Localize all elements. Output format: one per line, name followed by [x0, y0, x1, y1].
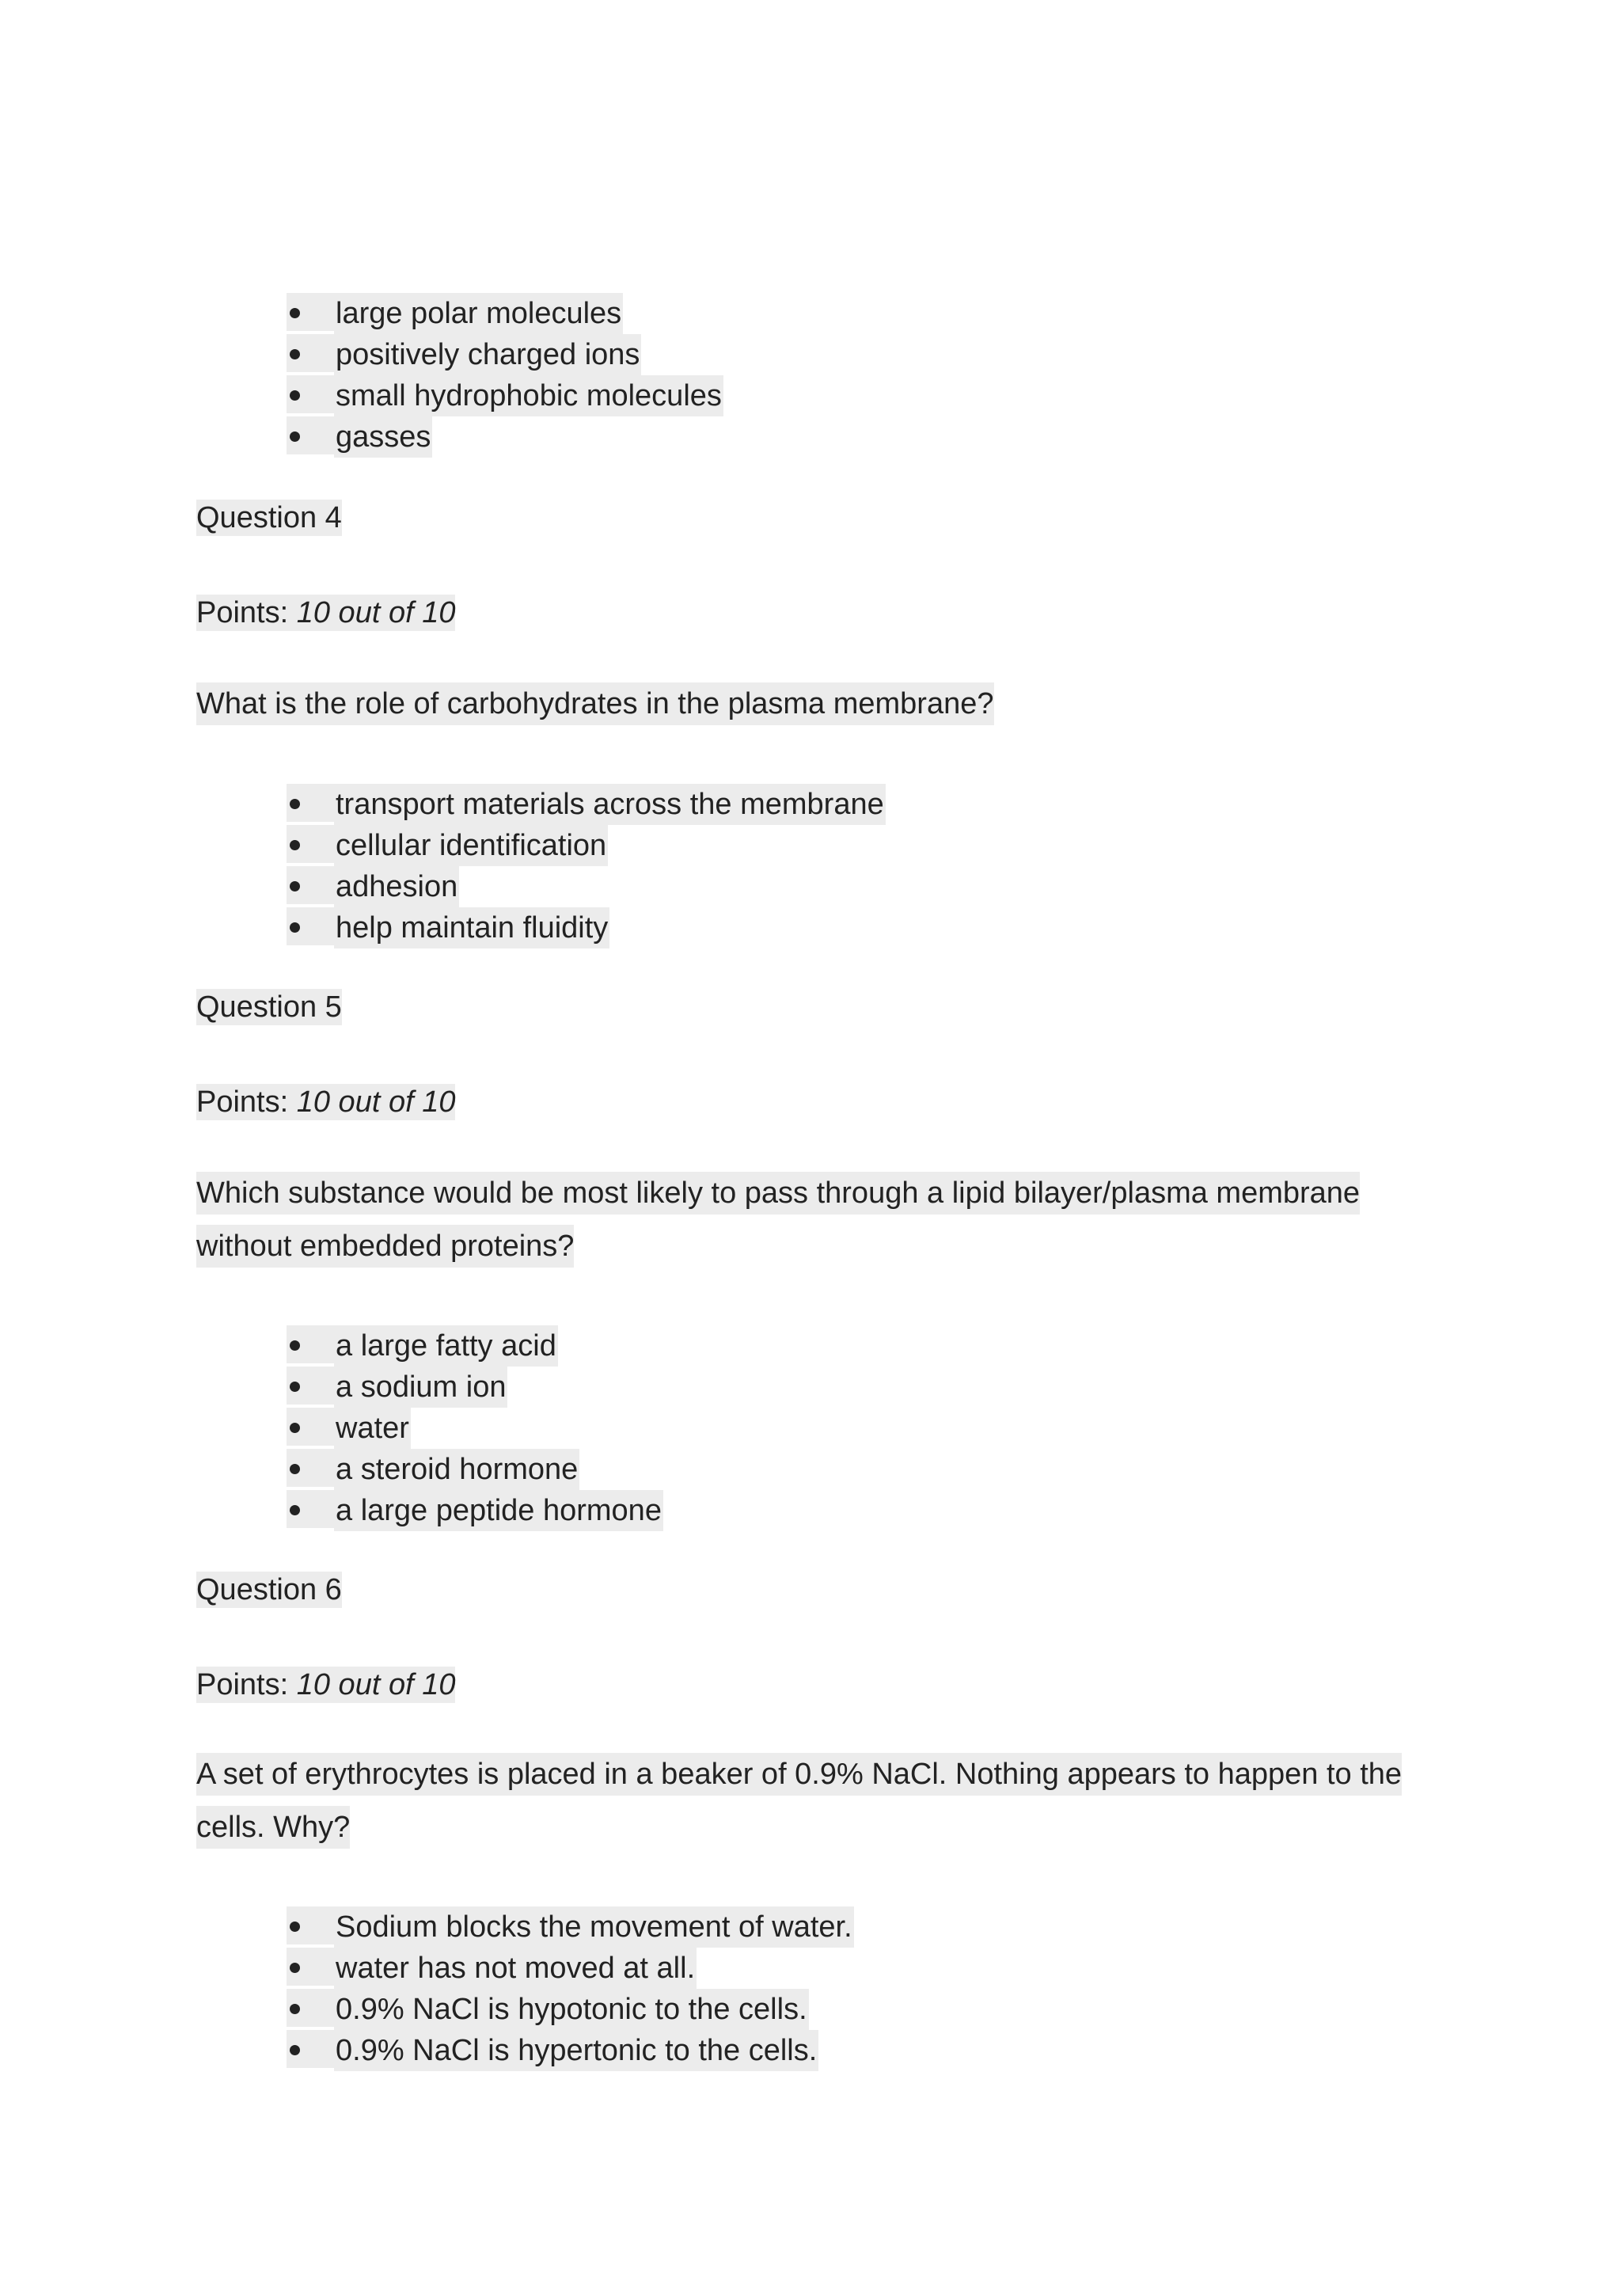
- bullet-icon: [287, 1408, 334, 1446]
- q5-heading: Question 5: [196, 990, 342, 1024]
- document-page: large polar molecules positively charged ions small hydrophobic molecules gasses Question 4 Points: 10 out of 10 What is the role of carbohydrates in the plasma membrane? transport materials across the membrane cellular identification adhesion help maintain fluidity Question 5 Points: 10 out of 10 Which substance would be most likely to pass through a lipid bilayer/plasma membrane without embedded proteins? a large fatty acid a sodium ion water a steroid hormone a large peptide hormone Question 6 Points: 10 out of 10 A set of erythrocytes is placed in a beaker of 0.9% NaCl. Nothing appears to happen to the cells. Why? Sodium blocks the movement of water. water has not moved at all. 0.9% NaCl is hypotonic to the cells. 0.9% NaCl is hypertonic to the cells.: [0, 0, 1621, 2296]
- q6-prompt: A set of erythrocytes is placed in a beaker of 0.9% NaCl. Nothing appears to happen to the cells. Why?: [196, 1748, 1431, 1854]
- bullet-icon: [287, 2030, 334, 2068]
- bullet-icon: [287, 1906, 334, 1944]
- q4-heading: Question 4: [196, 501, 342, 534]
- points-label: Points:: [196, 596, 289, 629]
- bullet-icon: [287, 1490, 334, 1528]
- bullet-icon: [287, 1367, 334, 1405]
- bullet-icon: [287, 825, 334, 863]
- bullet-icon: [287, 293, 334, 331]
- q4-prompt: What is the role of carbohydrates in the plasma membrane?: [196, 678, 1431, 731]
- bullet-icon: [287, 1948, 334, 1986]
- points-label: Points:: [196, 1085, 289, 1119]
- points-value: 10 out of 10: [296, 596, 456, 629]
- bullet-icon: [287, 907, 334, 945]
- bullet-icon: [287, 375, 334, 413]
- points-value: 10 out of 10: [296, 1668, 456, 1701]
- points-label: Points:: [196, 1668, 289, 1701]
- points-value: 10 out of 10: [296, 1085, 456, 1119]
- q6-points: [196, 1664, 455, 1705]
- bullet-icon: [287, 1449, 334, 1487]
- bullet-icon: [287, 416, 334, 454]
- bullet-icon: [287, 334, 334, 372]
- q4-points: [196, 592, 455, 633]
- bullet-icon: [287, 1989, 334, 2027]
- q6-heading: Question 6: [196, 1573, 342, 1606]
- bullet-icon: [287, 866, 334, 904]
- q5-prompt: Which substance would be most likely to pass through a lipid bilayer/plasma membrane without embedded proteins?: [196, 1167, 1431, 1273]
- bullet-icon: [287, 1325, 334, 1363]
- bullet-icon: [287, 784, 334, 822]
- q5-points: [196, 1081, 455, 1123]
